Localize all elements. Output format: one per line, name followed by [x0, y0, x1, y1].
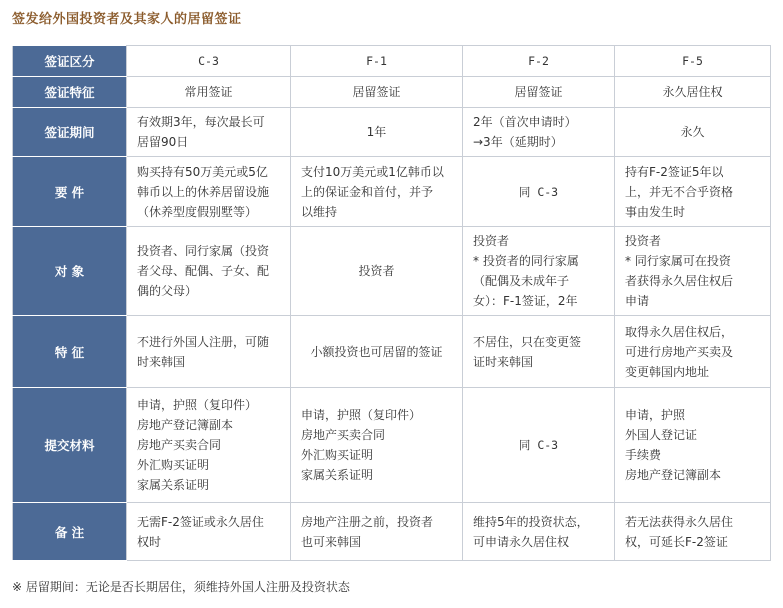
table-cell: 取得永久居住权后， 可进行房地产买卖及 变更韩国内地址 — [615, 316, 771, 388]
row-header: 提交材料 — [13, 388, 127, 503]
eligibility-row — [13, 227, 771, 316]
table-cell: 不进行外国人注册，可随 时来韩国 — [127, 316, 291, 388]
table-cell: 1年 — [291, 108, 463, 157]
page-title: 签发给外国投资者及其家人的居留签证 — [12, 12, 242, 27]
table-cell: 支付10万美元或1亿韩币以 上的保证金和首付，并予 以维持 — [291, 157, 463, 227]
row-header: 签证区分 — [13, 46, 127, 77]
table-cell: F-1 — [291, 46, 463, 77]
table-cell: 居留签证 — [291, 77, 463, 108]
table-cell: 投资者 * 投资者的同行家属 （配偶及未成年子 女）：F-1签证，2年 — [463, 227, 615, 316]
table-cell: 小额投资也可居留的签证 — [291, 316, 463, 388]
row-header: 签证特征 — [13, 77, 127, 108]
row-header: 备 注 — [13, 503, 127, 561]
visa-feature-row — [13, 77, 771, 108]
table-cell: 无需F-2签证或永久居住 权时 — [127, 503, 291, 561]
table-cell: 投资者 — [291, 227, 463, 316]
visa-table — [12, 45, 771, 561]
table-cell: 申请，护照（复印件） 房地产买卖合同 外汇购买证明 家属关系证明 — [291, 388, 463, 503]
table-cell: 同 C-3 — [463, 388, 615, 503]
table-cell: 购买持有50万美元或5亿 韩币以上的休养居留设施 （休养型度假别墅等） — [127, 157, 291, 227]
row-header: 要 件 — [13, 157, 127, 227]
table-cell: C-3 — [127, 46, 291, 77]
visa-type-row — [13, 46, 771, 77]
table-cell: 常用签证 — [127, 77, 291, 108]
table-cell: 2年（首次申请时） →3年（延期时） — [463, 108, 615, 157]
row-header: 特 征 — [13, 316, 127, 388]
table-cell: 房地产注册之前，投资者 也可来韩国 — [291, 503, 463, 561]
requirements-row — [13, 157, 771, 227]
documents-row — [13, 388, 771, 503]
table-cell: 永久 — [615, 108, 771, 157]
table-cell: 申请，护照 外国人登记证 手续费 房地产登记簿副本 — [615, 388, 771, 503]
row-header: 对 象 — [13, 227, 127, 316]
table-cell: 投资者、同行家属（投资 者父母、配偶、子女、配 偶的父母） — [127, 227, 291, 316]
table-cell: 同 C-3 — [463, 157, 615, 227]
remarks-row — [13, 503, 771, 561]
table-cell: 若无法获得永久居住 权，可延长F-2签证 — [615, 503, 771, 561]
table-cell: 维持5年的投资状态， 可申请永久居住权 — [463, 503, 615, 561]
table-cell: 持有F-2签证5年以 上，并无不合乎资格 事由发生时 — [615, 157, 771, 227]
table-cell: 有效期3年，每次最长可 居留90日 — [127, 108, 291, 157]
footnote: ※ 居留期间：无论是否长期居住，须维持外国人注册及投资状态 — [12, 580, 350, 594]
table-cell: 居留签证 — [463, 77, 615, 108]
table-cell: 申请，护照（复印件） 房地产登记簿副本 房地产买卖合同 外汇购买证明 家属关系证明 — [127, 388, 291, 503]
visa-period-row — [13, 108, 771, 157]
row-header: 签证期间 — [13, 108, 127, 157]
table-cell: 不居住，只在变更签 证时来韩国 — [463, 316, 615, 388]
characteristics-row — [13, 316, 771, 388]
table-cell: F-5 — [615, 46, 771, 77]
table-cell: 永久居住权 — [615, 77, 771, 108]
table-cell: 投资者 * 同行家属可在投资 者获得永久居住权后 申请 — [615, 227, 771, 316]
table-cell: F-2 — [463, 46, 615, 77]
